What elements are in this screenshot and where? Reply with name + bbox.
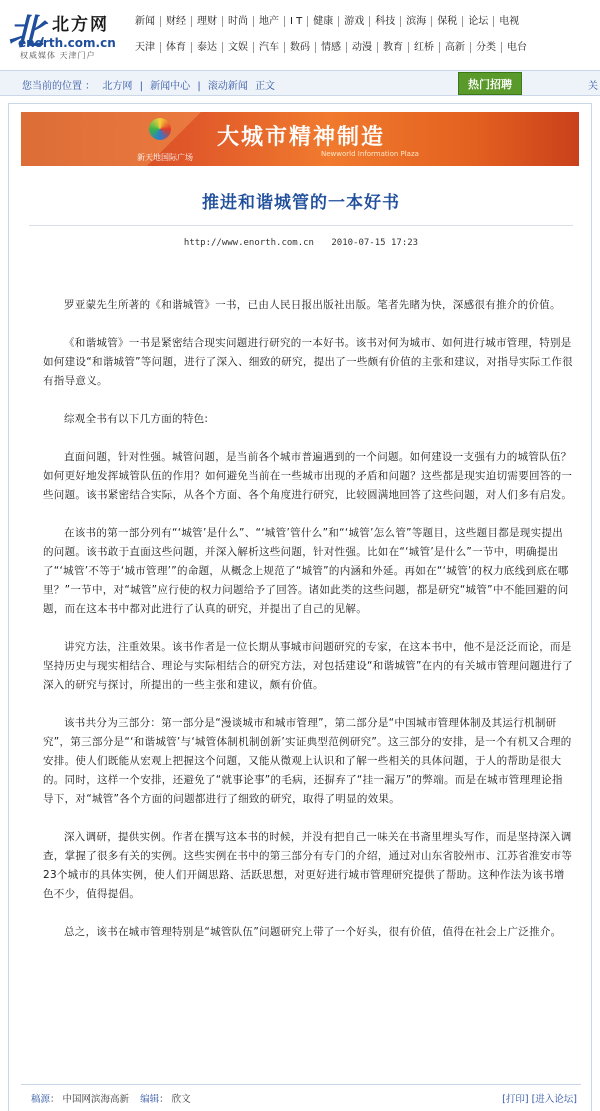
editor-label: 编辑 bbox=[140, 1094, 160, 1105]
nav-row-1 bbox=[130, 8, 600, 34]
nav-item[interactable]: 电视 bbox=[499, 15, 520, 27]
nav-item[interactable]: 天津 bbox=[130, 42, 161, 53]
article-credits: 稿源： 中国网滨海高新 编辑： 欣文 bbox=[31, 1094, 191, 1105]
publish-datetime: 2010-07-15 17:23 bbox=[331, 238, 419, 248]
top-nav bbox=[130, 8, 600, 60]
nav-item[interactable]: 论坛 bbox=[463, 16, 494, 27]
banner-eng: Newworld Information Plaza bbox=[321, 150, 419, 158]
nav-item[interactable]: 动漫 bbox=[347, 42, 378, 53]
article-body bbox=[43, 296, 573, 961]
nav-item[interactable]: 红桥 bbox=[409, 42, 440, 53]
banner-sub: 新天地国际广场 bbox=[137, 153, 193, 162]
nav-item[interactable]: 分类 bbox=[471, 42, 502, 53]
nav-item[interactable]: 泰达 bbox=[192, 42, 223, 53]
breadcrumb bbox=[22, 77, 279, 92]
article-paragraph: 直面问题，针对性强。城管问题，是当前各个城市普遍遇到的一个问题。如何建设一支强有力的城管队伍？如何更好地发挥城管队伍的作用？如何避免当前在一些城市出现的矛盾和问题？这些都是现实迫切需要回答的一些问题。该书紧密结合实际，从各个方面、各个角度进行研究，比较圆满地回答了这些问题，对人们多有启发。 bbox=[43, 451, 573, 501]
ad-banner[interactable] bbox=[21, 112, 579, 166]
breadcrumb-tail[interactable]: 关 bbox=[588, 81, 598, 92]
nav-item[interactable]: 健康 bbox=[308, 16, 339, 27]
nav-item[interactable]: 数码 bbox=[285, 42, 316, 53]
nav-item[interactable]: 游戏 bbox=[339, 16, 370, 27]
nav-item[interactable]: 电台 bbox=[507, 41, 527, 53]
nav-item[interactable]: 时尚 bbox=[223, 16, 254, 27]
article-paragraph: 《和谐城管》一书是紧密结合现实问题进行研究的一本好书。该书对何为城市、如何进行城市管理，特别是如何建设“和谐城管”等问题，进行了深入、细致的研究，提出了一些颇有价值的主张和建议，对指导实际工作很有指导意义。 bbox=[43, 337, 573, 387]
nav-item[interactable]: 科技 bbox=[370, 16, 401, 27]
source-value: 中国网滨海高新 bbox=[62, 1094, 130, 1105]
footer-links bbox=[502, 1091, 577, 1105]
article-title: 推进和谐城管的一本好书 bbox=[202, 193, 400, 213]
breadcrumb-bar bbox=[0, 70, 600, 96]
article-meta bbox=[9, 238, 593, 248]
site-logo[interactable] bbox=[8, 4, 134, 58]
nav-item[interactable]: 滨海 bbox=[401, 16, 432, 27]
breadcrumb-separator: | bbox=[197, 81, 201, 92]
nav-row-2 bbox=[130, 34, 600, 60]
title-divider bbox=[29, 225, 573, 226]
logo-mark: 北 bbox=[8, 11, 43, 53]
nav-item[interactable]: 文娱 bbox=[223, 42, 254, 53]
breadcrumb-separator: | bbox=[139, 81, 143, 92]
nav-item[interactable]: 体育 bbox=[161, 42, 192, 53]
article-frame bbox=[8, 103, 592, 1111]
site-header bbox=[0, 0, 600, 62]
article-paragraph: 在该书的第一部分列有“‘城管’是什么”、“‘城管’管什么”和“‘城管’怎么管”等题目，这些题目都是现实提出的问题。该书敢于直面这些问题，并深入解析这些问题，针对性强。比如在“‘城管’是什么”一节中，明确提出了“‘城管’不等于‘城市管理’”的命题，从概念上规范了“城管”的内涵和外延。再如在“‘城管’的权力底线到底在哪里？”一节中，对“城管”应行使的权力问题给予了回答。诸如此类的这些问题，都是研究“城管”中不能回避的问题，而在这本书中都对此进行了认真的研究，并提出了自己的见解。 bbox=[43, 527, 569, 615]
nav-item[interactable]: I T bbox=[285, 16, 308, 27]
banner-title: 大城市精神制造 bbox=[217, 124, 386, 150]
nav-item[interactable]: 高新 bbox=[440, 42, 471, 53]
article-paragraph: 罗亚蒙先生所著的《和谐城管》一书，已由人民日报出版社出版。笔者先睹为快，深感很有推介的价值。 bbox=[64, 299, 561, 311]
logo-slogan: 权威媒体 天津门户 bbox=[20, 51, 96, 60]
nav-item[interactable]: 保税 bbox=[432, 16, 463, 27]
print-link[interactable]: [打印] bbox=[502, 1094, 529, 1105]
logo-name: 北方网 bbox=[52, 15, 109, 35]
article-paragraph: 该书共分为三部分：第一部分是“漫谈城市和城市管理”，第二部分是“中国城市管理体制及其运行机制研究”，第三部分是“‘和谐城管’与‘城管体制机制创新’实证典型范例研究”。这三部分的安排，是一个有机又合理的安排。使人们既能从宏观上把握这个问题，又能从微观上认识和了解一些相关的具体问题，于人的帮助是很大的。同时，这样一个安排，还避免了“就事论事”的毛病，还摒弃了“挂一漏万”的弊端。而是在城市管理理论指导下，对“城管”各个方面的问题都进行了细致的研究，取得了明显的效果。 bbox=[43, 717, 572, 805]
article-paragraph: 总之，该书在城市管理特别是“城管队伍”问题研究上带了一个好头，很有价值，值得在社会上广泛推介。 bbox=[64, 926, 562, 938]
nav-item[interactable]: 财经 bbox=[161, 16, 192, 27]
article-paragraph: 深入调研，提供实例。作者在撰写这本书的时候，并没有把自己一味关在书斋里埋头写作，而是坚持深入调查，掌握了很多有关的实例。这些实例在书中的第三部分有专门的介绍，通过对山东省胶州市、江苏省淮安市等23个城市的具体实例，使人们开阔思路、活跃思想，对更好进行城市管理研究提供了帮助。这种作法为该书增色不少，值得提倡。 bbox=[43, 831, 573, 900]
nav-item[interactable]: 汽车 bbox=[254, 42, 285, 53]
article-paragraph: 综观全书有以下几方面的特色: bbox=[64, 413, 209, 425]
article-footer bbox=[21, 1084, 581, 1108]
nav-item[interactable]: 情感 bbox=[316, 42, 347, 53]
article-paragraph: 讲究方法，注重效果。该书作者是一位长期从事城市问题研究的专家，在这本书中，他不是泛泛而论，而是坚持历史与现实相结合、理论与实际相结合的研究方法，对包括建设“和谐城管”在内的有关城市管理问题进行了深入的研究与探讨，所提出的一些主张和建议，颇有价值。 bbox=[43, 641, 573, 691]
nav-item[interactable]: 新闻 bbox=[130, 16, 161, 27]
source-url[interactable]: http://www.enorth.com.cn bbox=[183, 238, 314, 248]
nav-item[interactable]: 理财 bbox=[192, 16, 223, 27]
breadcrumb-item-home[interactable]: 北方网 bbox=[102, 81, 133, 92]
nav-item[interactable]: 地产 bbox=[254, 16, 285, 27]
plaza-emblem-icon bbox=[149, 118, 171, 140]
breadcrumb-item-rolling[interactable]: 滚动新闻 bbox=[207, 81, 248, 92]
nav-item[interactable]: 教育 bbox=[378, 42, 409, 53]
hot-jobs-button[interactable]: 热门招聘 bbox=[458, 72, 522, 95]
breadcrumb-item-news[interactable]: 新闻中心 bbox=[150, 81, 191, 92]
breadcrumb-item-current: 正文 bbox=[255, 81, 276, 92]
logo-url: enorth.com.cn bbox=[18, 36, 116, 50]
forum-link[interactable]: [进入论坛] bbox=[531, 1094, 577, 1105]
breadcrumb-prefix: 您当前的位置 ： bbox=[22, 81, 96, 92]
editor-value: 欣文 bbox=[171, 1094, 191, 1105]
source-label: 稿源 bbox=[31, 1094, 51, 1105]
